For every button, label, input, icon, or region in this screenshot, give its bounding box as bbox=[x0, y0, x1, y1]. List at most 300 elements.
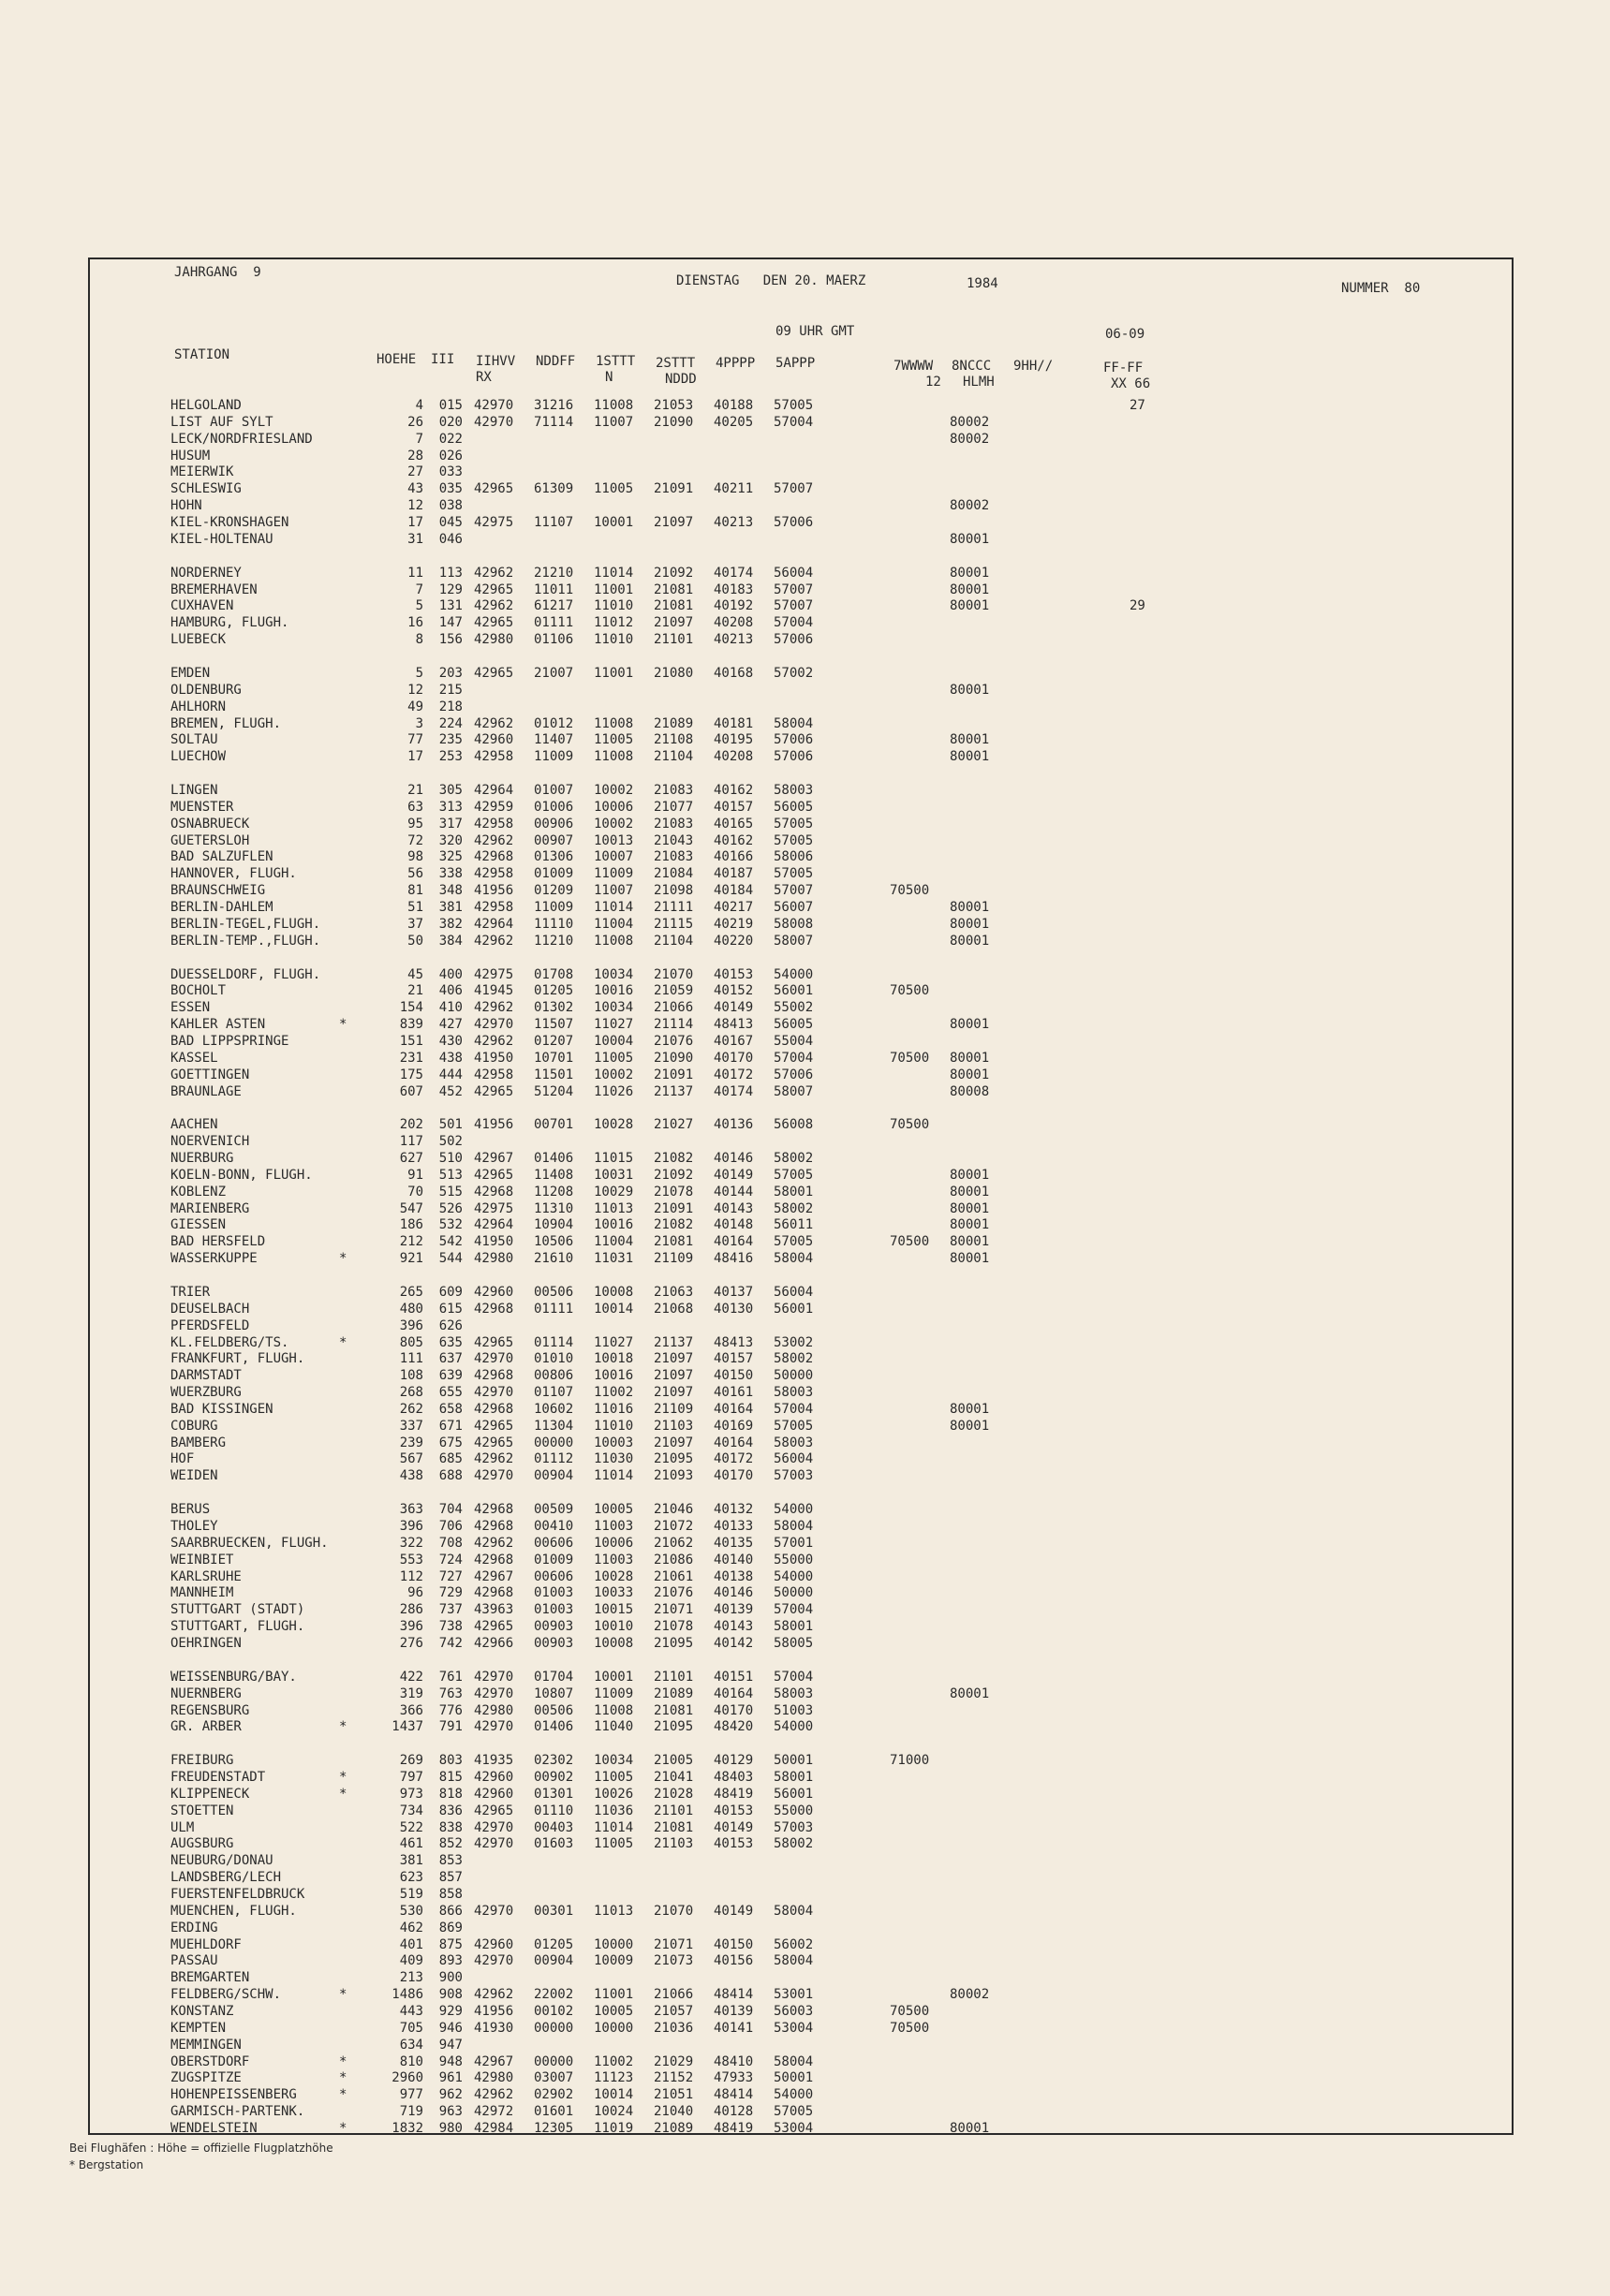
cell-hoehe: 480 bbox=[399, 1301, 423, 1317]
cell-station: NEUBURG/DONAU bbox=[170, 1853, 273, 1869]
cell-appp: 51003 bbox=[774, 1702, 814, 1718]
table-row bbox=[0, 833, 1610, 849]
cell-iii: 427 bbox=[438, 1017, 463, 1033]
cell-nddff: 01603 bbox=[534, 1836, 574, 1852]
cell-iii: 688 bbox=[438, 1468, 463, 1484]
cell-iii: 317 bbox=[438, 816, 463, 832]
cell-stt1: 11026 bbox=[594, 1083, 634, 1099]
cell-nddff: 00906 bbox=[534, 816, 574, 832]
cell-iii: 384 bbox=[438, 933, 463, 949]
cell-station: BRAUNLAGE bbox=[170, 1083, 242, 1099]
cell-station: WASSERKUPPE bbox=[170, 1251, 258, 1267]
cell-iihvv: 42968 bbox=[474, 1401, 514, 1417]
cell-appp: 58007 bbox=[774, 1083, 814, 1099]
cell-station: WEISSENBURG/BAY. bbox=[170, 1669, 297, 1685]
cell-iii: 444 bbox=[438, 1067, 463, 1082]
cell-stt1: 11027 bbox=[594, 1334, 634, 1350]
cell-hoehe: 337 bbox=[399, 1418, 423, 1434]
cell-appp: 58002 bbox=[774, 1151, 814, 1166]
jahrgang-label: JAHRGANG 9 bbox=[174, 265, 261, 280]
cell-nddff: 01009 bbox=[534, 1552, 574, 1567]
cell-nddff: 01601 bbox=[534, 2104, 574, 2119]
cell-stt1: 11001 bbox=[594, 581, 634, 597]
cell-station: LUEBECK bbox=[170, 632, 227, 648]
cell-stt1: 10008 bbox=[594, 1284, 634, 1300]
cell-stt2: 21103 bbox=[654, 1418, 694, 1434]
cell-nccc: 80002 bbox=[950, 1987, 990, 2003]
cell-station: LIST AUF SYLT bbox=[170, 414, 273, 430]
cell-stt1: 10026 bbox=[594, 1786, 634, 1802]
cell-nccc: 80001 bbox=[950, 900, 990, 915]
cell-iii: 875 bbox=[438, 1936, 463, 1952]
cell-wwww: 71000 bbox=[890, 1753, 930, 1769]
cell-iii: 035 bbox=[438, 481, 463, 497]
table-row bbox=[0, 2038, 1610, 2053]
cell-station: SCHLESWIG bbox=[170, 481, 242, 497]
cell-iihvv: 42965 bbox=[474, 1619, 514, 1635]
cell-station: HELGOLAND bbox=[170, 398, 242, 413]
table-row bbox=[0, 2054, 1610, 2070]
cell-iii: 866 bbox=[438, 1903, 463, 1919]
cell-stt1: 11002 bbox=[594, 2053, 634, 2069]
cell-pppp: 40170 bbox=[714, 1050, 754, 1066]
date-label: DIENSTAG DEN 20. MAERZ bbox=[676, 273, 866, 288]
col-wwww: 7WWWW bbox=[894, 359, 934, 374]
cell-nccc: 80001 bbox=[950, 1200, 990, 1216]
cell-hoehe: 91 bbox=[407, 1167, 423, 1183]
cell-appp: 54000 bbox=[774, 2087, 814, 2103]
cell-appp: 55000 bbox=[774, 1803, 814, 1818]
cell-nddff: 00506 bbox=[534, 1702, 574, 1718]
cell-station: KIEL-HOLTENAU bbox=[170, 531, 273, 547]
cell-stt2: 21101 bbox=[654, 1669, 694, 1685]
cell-stt1: 10002 bbox=[594, 816, 634, 832]
cell-appp: 57005 bbox=[774, 2104, 814, 2119]
cell-iihvv: 42965 bbox=[474, 1435, 514, 1450]
cell-nccc: 80001 bbox=[950, 933, 990, 949]
table-row bbox=[0, 532, 1610, 548]
table-row bbox=[0, 1870, 1610, 1886]
cell-stt1: 10029 bbox=[594, 1184, 634, 1200]
cell-pppp: 40146 bbox=[714, 1151, 754, 1166]
cell-station: HAMBURG, FLUGH. bbox=[170, 615, 289, 631]
cell-nccc: 80001 bbox=[950, 598, 990, 614]
table-row bbox=[0, 917, 1610, 933]
cell-station: OLDENBURG bbox=[170, 682, 242, 698]
table-row bbox=[0, 1385, 1610, 1401]
cell-stt2: 21109 bbox=[654, 1401, 694, 1417]
cell-stt1: 11005 bbox=[594, 1836, 634, 1852]
cell-hoehe: 567 bbox=[399, 1451, 423, 1467]
cell-hoehe: 12 bbox=[407, 498, 423, 514]
cell-iii: 510 bbox=[438, 1151, 463, 1166]
cell-stt2: 21081 bbox=[654, 598, 694, 614]
cell-station: OBERSTDORF bbox=[170, 2053, 250, 2069]
cell-appp: 58003 bbox=[774, 1385, 814, 1400]
cell-stt1: 11014 bbox=[594, 1819, 634, 1835]
cell-pppp: 40170 bbox=[714, 1702, 754, 1718]
cell-station: LANDSBERG/LECH bbox=[170, 1870, 282, 1886]
cell-iihvv: 42980 bbox=[474, 1251, 514, 1267]
cell-hoehe: 11 bbox=[407, 565, 423, 581]
cell-mountain-flag: * bbox=[339, 1770, 347, 1785]
cell-hoehe: 719 bbox=[399, 2104, 423, 2119]
cell-stt2: 21097 bbox=[654, 1385, 694, 1400]
cell-iii: 704 bbox=[438, 1502, 463, 1518]
cell-station: NUERNBERG bbox=[170, 1685, 242, 1701]
cell-iii: 305 bbox=[438, 783, 463, 798]
cell-stt2: 21083 bbox=[654, 849, 694, 865]
cell-nccc: 80002 bbox=[950, 498, 990, 514]
cell-iii: 203 bbox=[438, 665, 463, 681]
cell-station: MUENCHEN, FLUGH. bbox=[170, 1903, 297, 1919]
cell-stt2: 21059 bbox=[654, 983, 694, 999]
cell-appp: 54000 bbox=[774, 1502, 814, 1518]
cell-nddff: 10506 bbox=[534, 1234, 574, 1250]
cell-station: BAD LIPPSPRINGE bbox=[170, 1033, 289, 1049]
cell-pppp: 40148 bbox=[714, 1217, 754, 1233]
cell-nccc: 80002 bbox=[950, 431, 990, 447]
cell-nddff: 11304 bbox=[534, 1418, 574, 1434]
cell-hoehe: 3 bbox=[415, 715, 423, 731]
cell-stt2: 21073 bbox=[654, 1953, 694, 1969]
cell-pppp: 40164 bbox=[714, 1435, 754, 1450]
cell-stt1: 11036 bbox=[594, 1803, 634, 1818]
cell-pppp: 40153 bbox=[714, 1836, 754, 1852]
cell-iii: 513 bbox=[438, 1167, 463, 1183]
cell-nddff: 01205 bbox=[534, 983, 574, 999]
col-nccc-sub: HLMH bbox=[963, 375, 995, 390]
cell-appp: 55000 bbox=[774, 1552, 814, 1567]
cell-iihvv: 42960 bbox=[474, 1770, 514, 1785]
cell-stt2: 21108 bbox=[654, 732, 694, 748]
cell-iii: 900 bbox=[438, 1970, 463, 1986]
cell-iii: 853 bbox=[438, 1853, 463, 1869]
cell-appp: 57005 bbox=[774, 1167, 814, 1183]
cell-iihvv: 42962 bbox=[474, 1535, 514, 1551]
cell-stt1: 10034 bbox=[594, 1753, 634, 1769]
table-row bbox=[0, 1134, 1610, 1150]
table-row bbox=[0, 2121, 1610, 2137]
cell-iihvv: 42960 bbox=[474, 732, 514, 748]
cell-iii: 763 bbox=[438, 1685, 463, 1701]
cell-stt2: 21115 bbox=[654, 916, 694, 932]
cell-appp: 58007 bbox=[774, 933, 814, 949]
cell-nddff: 01708 bbox=[534, 966, 574, 982]
table-row bbox=[0, 1468, 1610, 1484]
cell-nddff: 11011 bbox=[534, 581, 574, 597]
cell-stt2: 21046 bbox=[654, 1502, 694, 1518]
col-nddff: NDDFF bbox=[536, 354, 576, 369]
cell-nddff: 01114 bbox=[534, 1334, 574, 1350]
cell-iihvv: 42964 bbox=[474, 783, 514, 798]
table-row bbox=[0, 749, 1610, 765]
cell-pppp: 40167 bbox=[714, 1033, 754, 1049]
table-row bbox=[0, 1368, 1610, 1384]
cell-nccc: 80001 bbox=[950, 732, 990, 748]
table-row bbox=[0, 1151, 1610, 1167]
cell-hoehe: 7 bbox=[415, 581, 423, 597]
cell-pppp: 40208 bbox=[714, 749, 754, 765]
cell-iihvv: 42962 bbox=[474, 1033, 514, 1049]
cell-hoehe: 21 bbox=[407, 783, 423, 798]
cell-stt1: 11040 bbox=[594, 1719, 634, 1735]
cell-pppp: 40141 bbox=[714, 2020, 754, 2036]
cell-nddff: 00102 bbox=[534, 2003, 574, 2019]
table-row bbox=[0, 1435, 1610, 1451]
cell-iii: 929 bbox=[438, 2003, 463, 2019]
cell-stt1: 10004 bbox=[594, 1033, 634, 1049]
cell-nddff: 00410 bbox=[534, 1519, 574, 1534]
table-row bbox=[0, 1117, 1610, 1133]
cell-stt1: 10028 bbox=[594, 1568, 634, 1584]
cell-stt1: 11008 bbox=[594, 715, 634, 731]
cell-stt2: 21027 bbox=[654, 1117, 694, 1133]
cell-iihvv: 42960 bbox=[474, 1786, 514, 1802]
cell-appp: 56005 bbox=[774, 799, 814, 815]
cell-appp: 57007 bbox=[774, 581, 814, 597]
cell-pppp: 48413 bbox=[714, 1017, 754, 1033]
cell-stt2: 21083 bbox=[654, 816, 694, 832]
cell-nddff: 01302 bbox=[534, 1000, 574, 1016]
cell-nddff: 01306 bbox=[534, 849, 574, 865]
cell-appp: 57004 bbox=[774, 1602, 814, 1618]
cell-pppp: 40211 bbox=[714, 481, 754, 497]
cell-pppp: 40184 bbox=[714, 883, 754, 899]
cell-nddff: 00806 bbox=[534, 1368, 574, 1384]
cell-hoehe: 95 bbox=[407, 816, 423, 832]
cell-iii: 382 bbox=[438, 916, 463, 932]
cell-iihvv: 41956 bbox=[474, 883, 514, 899]
table-row bbox=[0, 415, 1610, 431]
cell-iii: 501 bbox=[438, 1117, 463, 1133]
cell-nddff: 11110 bbox=[534, 916, 574, 932]
cell-iii: 838 bbox=[438, 1819, 463, 1835]
cell-pppp: 40139 bbox=[714, 1602, 754, 1618]
cell-nccc: 80001 bbox=[950, 1401, 990, 1417]
cell-station: TRIER bbox=[170, 1284, 211, 1300]
cell-hoehe: 16 bbox=[407, 615, 423, 631]
cell-stt1: 10001 bbox=[594, 515, 634, 530]
cell-stt1: 10028 bbox=[594, 1117, 634, 1133]
cell-hoehe: 212 bbox=[399, 1234, 423, 1250]
cell-nddff: 11210 bbox=[534, 933, 574, 949]
cell-wwww: 70500 bbox=[890, 2020, 930, 2036]
cell-iii: 045 bbox=[438, 515, 463, 530]
cell-hoehe: 72 bbox=[407, 832, 423, 848]
cell-pppp: 40156 bbox=[714, 1953, 754, 1969]
cell-stt2: 21090 bbox=[654, 414, 694, 430]
cell-mountain-flag: * bbox=[339, 1251, 347, 1267]
cell-iihvv: 42970 bbox=[474, 1719, 514, 1735]
cell-stt2: 21092 bbox=[654, 565, 694, 581]
cell-appp: 57006 bbox=[774, 732, 814, 748]
cell-iii: 658 bbox=[438, 1401, 463, 1417]
cell-nddff: 01106 bbox=[534, 632, 574, 648]
cell-station: PASSAU bbox=[170, 1953, 218, 1969]
cell-iii: 038 bbox=[438, 498, 463, 514]
cell-nddff: 10701 bbox=[534, 1050, 574, 1066]
table-row bbox=[0, 1000, 1610, 1016]
cell-iii: 818 bbox=[438, 1786, 463, 1802]
cell-stt2: 21081 bbox=[654, 1234, 694, 1250]
table-row bbox=[0, 1351, 1610, 1367]
cell-station: KAHLER ASTEN bbox=[170, 1017, 266, 1033]
cell-station: FREIBURG bbox=[170, 1753, 234, 1769]
table-row bbox=[0, 1820, 1610, 1836]
cell-iii: 113 bbox=[438, 565, 463, 581]
cell-iihvv: 42972 bbox=[474, 2104, 514, 2119]
cell-iihvv: 42965 bbox=[474, 665, 514, 681]
cell-nccc: 80001 bbox=[950, 916, 990, 932]
cell-stt1: 10010 bbox=[594, 1619, 634, 1635]
cell-stt2: 21071 bbox=[654, 1936, 694, 1952]
cell-appp: 56011 bbox=[774, 1217, 814, 1233]
cell-appp: 57005 bbox=[774, 1418, 814, 1434]
cell-station: MANNHEIM bbox=[170, 1585, 234, 1601]
cell-pppp: 40183 bbox=[714, 581, 754, 597]
cell-iihvv: 42968 bbox=[474, 1301, 514, 1317]
cell-appp: 56001 bbox=[774, 1786, 814, 1802]
cell-appp: 57007 bbox=[774, 481, 814, 497]
table-row bbox=[0, 1034, 1610, 1050]
table-row bbox=[0, 1636, 1610, 1652]
cell-appp: 57004 bbox=[774, 414, 814, 430]
cell-nddff: 01003 bbox=[534, 1602, 574, 1618]
cell-station: NUERBURG bbox=[170, 1151, 234, 1166]
cell-iii: 737 bbox=[438, 1602, 463, 1618]
cell-stt1: 10001 bbox=[594, 1669, 634, 1685]
period-label: 06-09 bbox=[1105, 327, 1145, 342]
cell-iii: 156 bbox=[438, 632, 463, 648]
cell-stt2: 21089 bbox=[654, 715, 694, 731]
cell-hoehe: 977 bbox=[399, 2087, 423, 2103]
cell-nddff: 00903 bbox=[534, 1619, 574, 1635]
cell-iii: 946 bbox=[438, 2020, 463, 2036]
cell-pppp: 40149 bbox=[714, 1167, 754, 1183]
cell-appp: 56003 bbox=[774, 2003, 814, 2019]
cell-station: BERLIN-TEMP.,FLUGH. bbox=[170, 933, 321, 949]
cell-nddff: 21210 bbox=[534, 565, 574, 581]
table-row bbox=[0, 1602, 1610, 1618]
col-nccc: 8NCCC bbox=[952, 359, 992, 374]
cell-hoehe: 396 bbox=[399, 1317, 423, 1333]
cell-mountain-flag: * bbox=[339, 2070, 347, 2086]
cell-iii: 026 bbox=[438, 448, 463, 464]
table-row bbox=[0, 817, 1610, 832]
cell-appp: 57003 bbox=[774, 1819, 814, 1835]
col-stt2-sub: NDDD bbox=[665, 372, 697, 387]
cell-hoehe: 623 bbox=[399, 1870, 423, 1886]
cell-nddff: 00904 bbox=[534, 1468, 574, 1484]
table-row bbox=[0, 2021, 1610, 2037]
cell-stt1: 11004 bbox=[594, 916, 634, 932]
cell-iihvv: 42980 bbox=[474, 2070, 514, 2086]
cell-iihvv: 42970 bbox=[474, 1351, 514, 1367]
cell-stt2: 21036 bbox=[654, 2020, 694, 2036]
cell-pppp: 48420 bbox=[714, 1719, 754, 1735]
cell-appp: 58004 bbox=[774, 1903, 814, 1919]
cell-iii: 727 bbox=[438, 1568, 463, 1584]
table-row bbox=[0, 2104, 1610, 2120]
cell-nccc: 80001 bbox=[950, 1217, 990, 1233]
cell-pppp: 40208 bbox=[714, 615, 754, 631]
cell-stt2: 21093 bbox=[654, 1468, 694, 1484]
cell-station: DUESSELDORF, FLUGH. bbox=[170, 966, 321, 982]
cell-pppp: 48414 bbox=[714, 2087, 754, 2103]
cell-pppp: 40170 bbox=[714, 1468, 754, 1484]
table-row bbox=[0, 699, 1610, 715]
cell-nddff: 01003 bbox=[534, 1585, 574, 1601]
cell-iii: 235 bbox=[438, 732, 463, 748]
cell-iii: 791 bbox=[438, 1719, 463, 1735]
cell-stt1: 11003 bbox=[594, 1552, 634, 1567]
cell-hoehe: 634 bbox=[399, 2037, 423, 2053]
cell-station: EMDEN bbox=[170, 665, 211, 681]
cell-pppp: 40162 bbox=[714, 783, 754, 798]
cell-stt2: 21066 bbox=[654, 1000, 694, 1016]
cell-stt1: 10015 bbox=[594, 1602, 634, 1618]
cell-station: AHLHORN bbox=[170, 699, 227, 714]
cell-pppp: 40162 bbox=[714, 832, 754, 848]
cell-hoehe: 921 bbox=[399, 1251, 423, 1267]
cell-pppp: 40213 bbox=[714, 632, 754, 648]
cell-iii: 410 bbox=[438, 1000, 463, 1016]
cell-station: MARIENBERG bbox=[170, 1200, 250, 1216]
table-row bbox=[0, 1904, 1610, 1920]
cell-pppp: 40166 bbox=[714, 849, 754, 865]
cell-nddff: 11107 bbox=[534, 515, 574, 530]
cell-appp: 56008 bbox=[774, 1117, 814, 1133]
table-row bbox=[0, 1703, 1610, 1719]
cell-iii: 637 bbox=[438, 1351, 463, 1367]
cell-pppp: 40129 bbox=[714, 1753, 754, 1769]
cell-station: KASSEL bbox=[170, 1050, 218, 1066]
cell-nddff: 01301 bbox=[534, 1786, 574, 1802]
cell-nccc: 80001 bbox=[950, 749, 990, 765]
cell-station: HOF bbox=[170, 1451, 195, 1467]
cell-hoehe: 461 bbox=[399, 1836, 423, 1852]
cell-iihvv: 42967 bbox=[474, 2053, 514, 2069]
cell-stt2: 21109 bbox=[654, 1251, 694, 1267]
cell-appp: 54000 bbox=[774, 1568, 814, 1584]
cell-iii: 675 bbox=[438, 1435, 463, 1450]
cell-stt1: 10034 bbox=[594, 1000, 634, 1016]
cell-appp: 54000 bbox=[774, 1719, 814, 1735]
cell-station: BREMGARTEN bbox=[170, 1970, 250, 1986]
cell-iii: 869 bbox=[438, 1920, 463, 1935]
cell-stt1: 11002 bbox=[594, 1385, 634, 1400]
cell-iihvv: 42970 bbox=[474, 1017, 514, 1033]
cell-stt1: 11004 bbox=[594, 1234, 634, 1250]
table-row bbox=[0, 1084, 1610, 1100]
cell-wwww: 70500 bbox=[890, 1117, 930, 1133]
cell-pppp: 40161 bbox=[714, 1385, 754, 1400]
cell-station: FELDBERG/SCHW. bbox=[170, 1987, 282, 2003]
cell-pppp: 48410 bbox=[714, 2053, 754, 2069]
cell-iii: 129 bbox=[438, 581, 463, 597]
cell-iii: 961 bbox=[438, 2070, 463, 2086]
cell-pppp: 40181 bbox=[714, 715, 754, 731]
cell-hoehe: 186 bbox=[399, 1217, 423, 1233]
cell-nddff: 01007 bbox=[534, 783, 574, 798]
cell-appp: 58003 bbox=[774, 783, 814, 798]
cell-stt1: 11030 bbox=[594, 1451, 634, 1467]
cell-nddff: 02302 bbox=[534, 1753, 574, 1769]
table-row bbox=[0, 1803, 1610, 1819]
cell-iii: 313 bbox=[438, 799, 463, 815]
table-row bbox=[0, 1853, 1610, 1869]
